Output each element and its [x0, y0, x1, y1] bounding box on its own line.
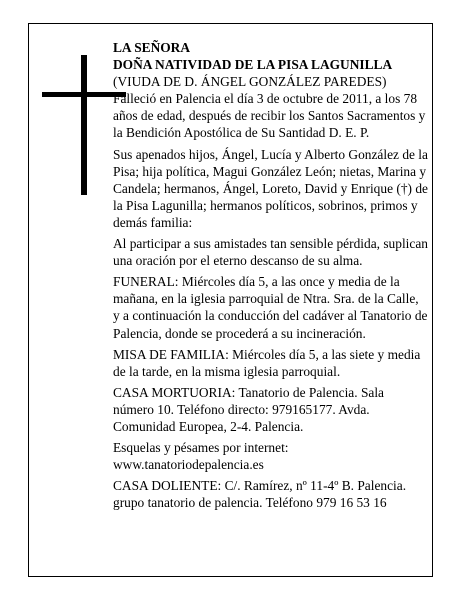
- website-link[interactable]: www.tanatoriodepalencia.es: [113, 457, 264, 473]
- funeral-info: FUNERAL: Miércoles día 5, a las once y media de la mañana, en la iglesia parroquial de Ntra. Sra. de la Calle, y a continuación la conducción del cadáver al Tanatorio de Palencia, donde se procederá a su incineración.: [113, 274, 428, 341]
- obituary-card: [28, 23, 433, 577]
- cross-icon: [81, 55, 87, 195]
- title: LA SEÑORA: [113, 40, 191, 55]
- internet-label: Esquelas y pésames por internet:: [113, 440, 289, 456]
- prayer-request: Al participar a sus amistades tan sensible pérdida, suplican una oración por el eterno descanso de su alma.: [113, 236, 428, 269]
- deceased-name: DOÑA NATIVIDAD DE LA PISA LAGUNILLA: [113, 57, 393, 73]
- death-notice: Falleció en Palencia el día 3 de octubre de 2011, a los 78 años de edad, después de recibir los Santos Sacramentos y la Bendición Apostólica de Su Santidad D. E. P.: [113, 91, 426, 141]
- home-address: CASA DOLIENTE: C/. Ramírez, nº 11-4º B. Palencia.: [113, 478, 407, 494]
- family-mass: MISA DE FAMILIA: Miércoles día 5, a las siete y media de la tarde, en la misma iglesia parroquial.: [113, 346, 421, 379]
- widow-line: (VIUDA DE D. ÁNGEL GONZÁLEZ PAREDES): [113, 74, 387, 90]
- footer-contact: grupo tanatorio de palencia. Teléfono 979 16 53 16: [113, 495, 387, 511]
- mortuary-info: CASA MORTUORIA: Tanatorio de Palencia. Sala número 10. Teléfono directo: 979165177. Avda. Comunidad Europea, 2-4. Palencia.: [113, 384, 384, 434]
- obituary-text: [113, 39, 428, 511]
- family-list: Sus apenados hijos, Ángel, Lucía y Alberto González de la Pisa; hija política, Magui González León; nietas, Marina y Candela; hermanos, Ángel, Loreto, David y Enrique (†) de la Pisa Lagunilla; hermanos políticos, sobrinos, primos y demás familia:: [113, 146, 428, 230]
